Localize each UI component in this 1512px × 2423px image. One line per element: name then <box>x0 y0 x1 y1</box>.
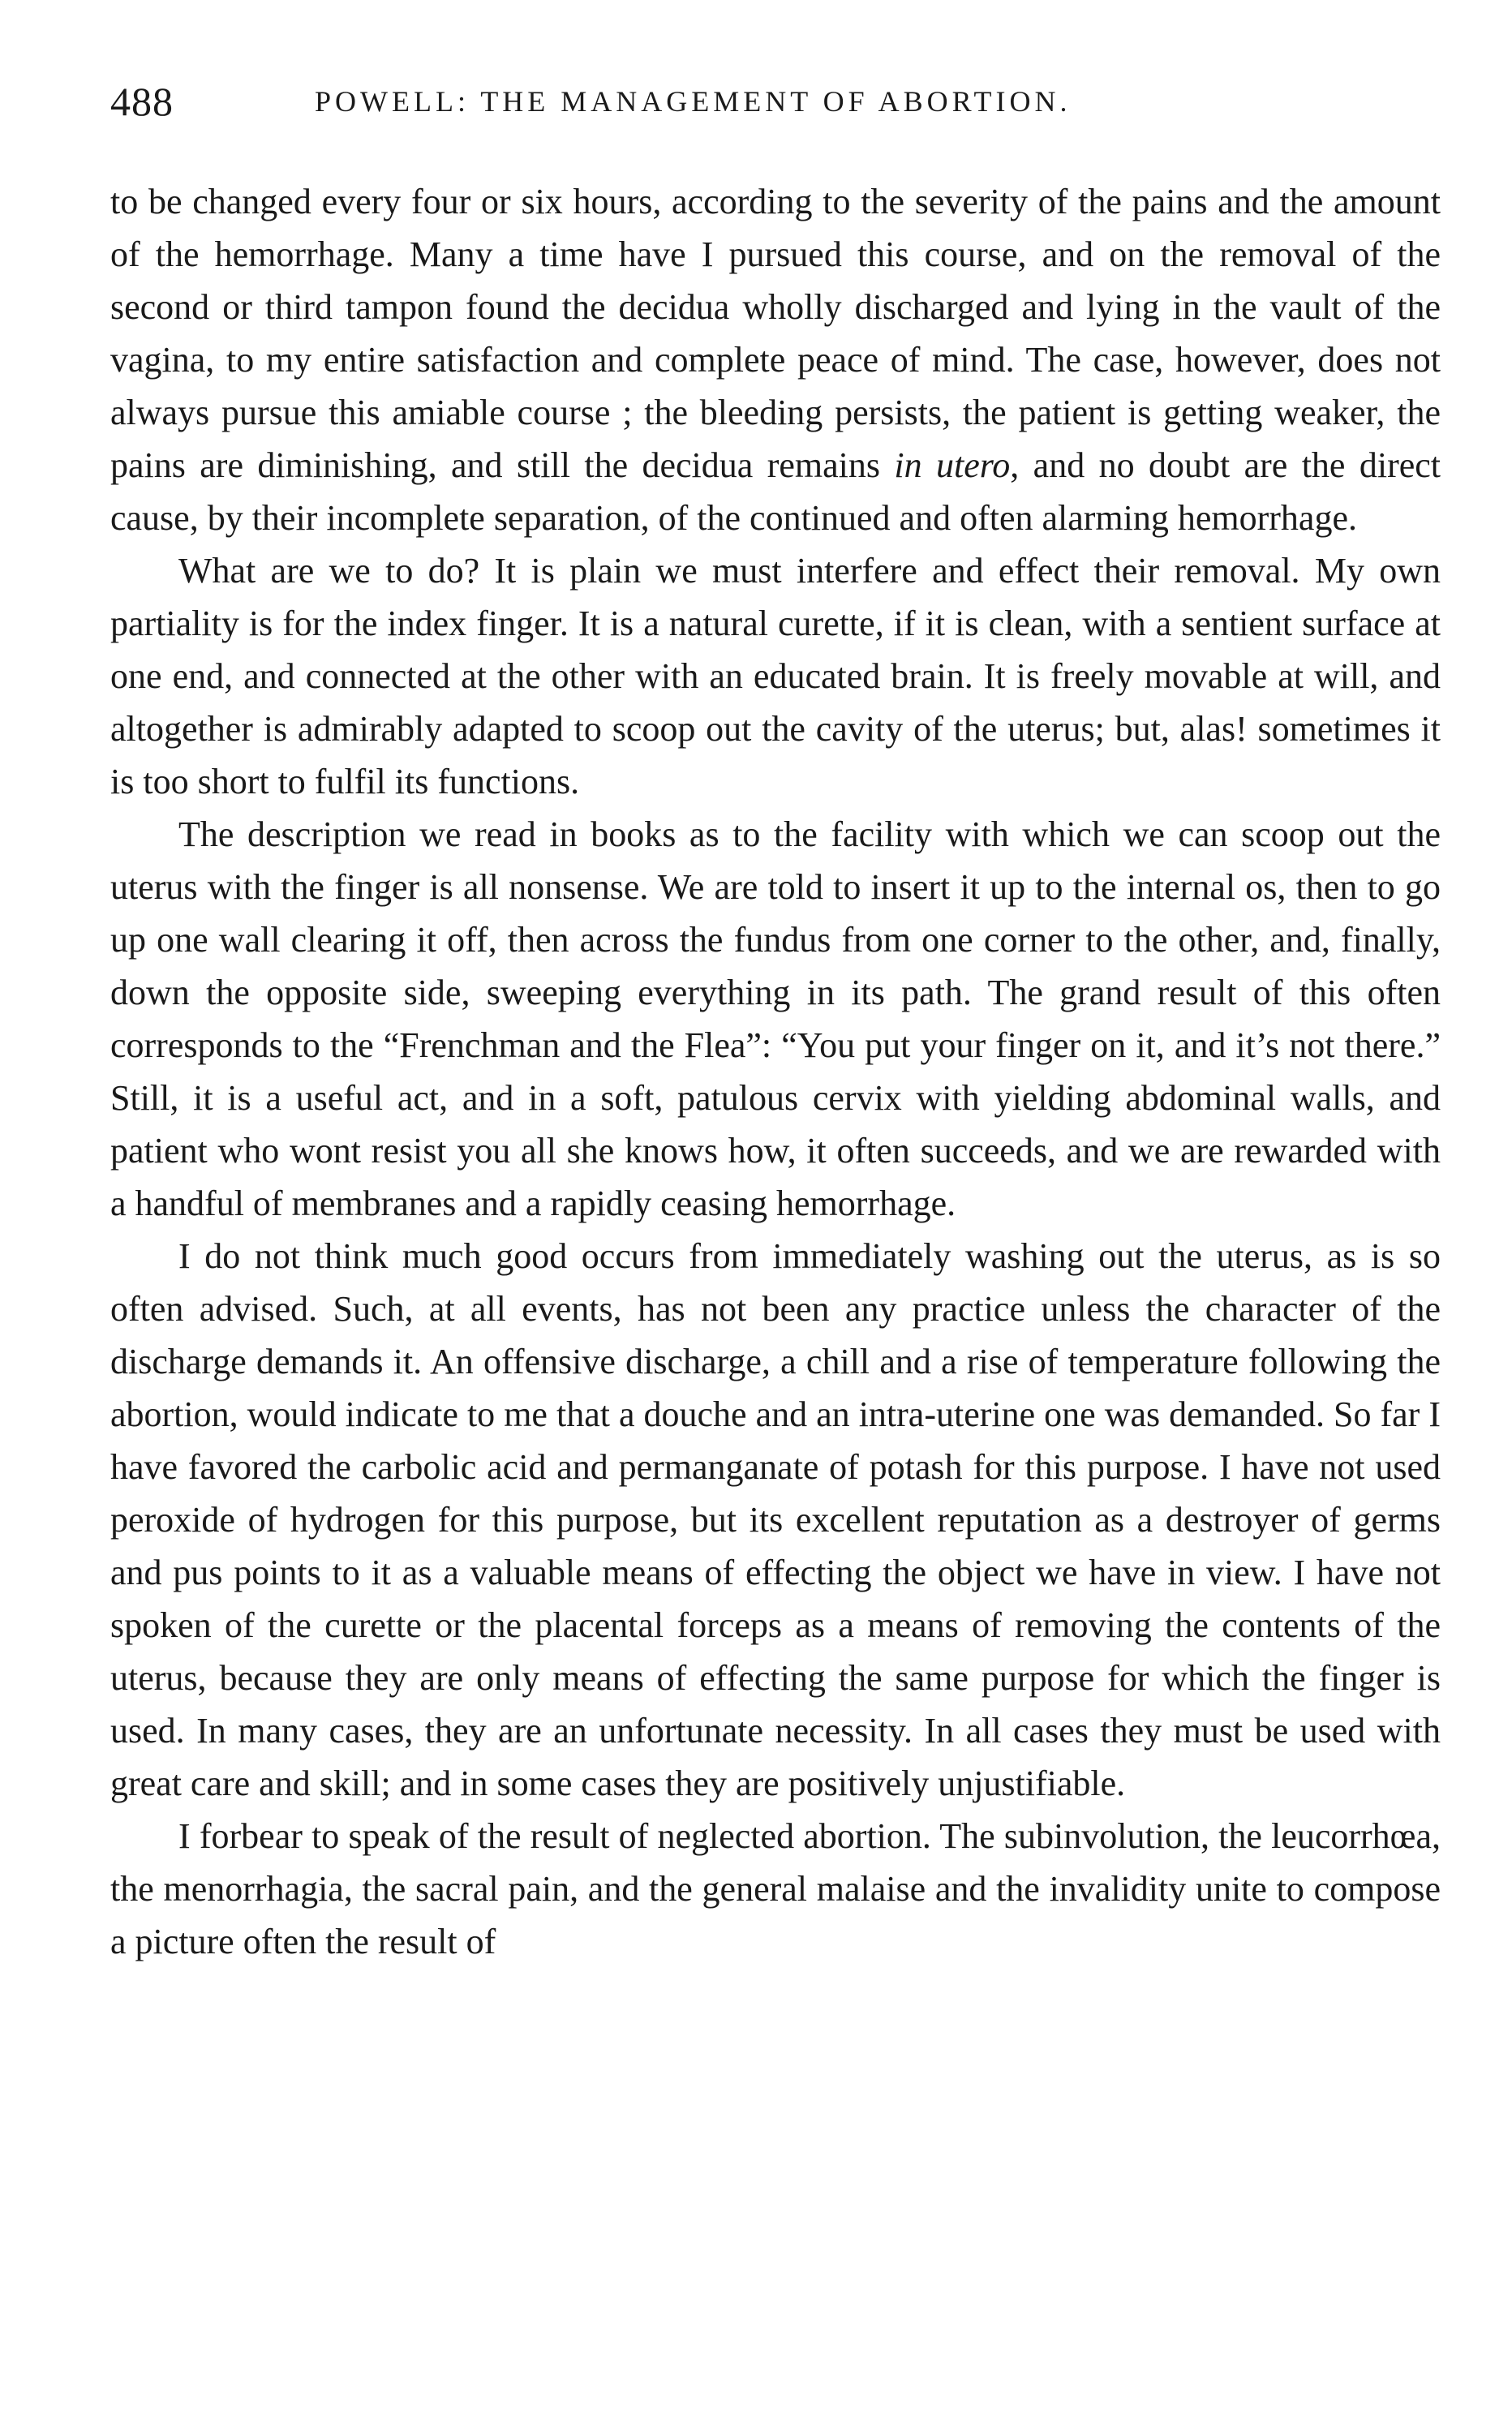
latin-phrase: in utero <box>894 445 1011 485</box>
paragraph-2: What are we to do? It is plain we must interfere and effect their removal. My own partiality is for the index finger. It is a natural curette, if it is clean, with a sentient surface at one end, and connected at the other with an educated brain. It is freely movable at will, and altogether is admirably adapted to scoop out the cavity of the uterus; but, alas! sometimes it is too short to fulfil its functions. <box>110 551 1441 801</box>
paragraph-1-text: to be changed every four or six hours, according to the severity of the pains and the amount of the hemorrhage. Many a time have I pursued this course, and on the removal of the second or third tampon found the decidua wholly discharged and lying in the vault of the vagina, to my entire satisfaction and complete peace of mind. The case, however, does not always pursue this amiable course ; the bleeding persists, the patient is getting weaker, the pains are diminishing, and still the decidua remains <box>110 182 1441 485</box>
running-title: POWELL: THE MANAGEMENT OF ABORTION. <box>315 85 1072 118</box>
paragraph-1 <box>110 175 1441 544</box>
paragraph-1-text-end: , and no doubt are the direct cause, by their incomplete separation, of the continued and often alarming hemorrhage. <box>110 445 1441 538</box>
page-header <box>110 78 1441 135</box>
page-number: 488 <box>110 79 174 124</box>
paragraph-3: The description we read in books as to the facility with which we can scoop out the uterus with the finger is all nonsense. We are told to insert it up to the internal os, then to go up one wall clearing it off, then across the fundus from one corner to the other, and, finally, down the opposite side, sweeping everything in its path. The grand result of this often corresponds to the “Frenchman and the Flea”: “You put your finger on it, and it’s not there.” Still, it is a useful act, and in a soft, patulous cervix with yielding abdominal walls, and patient who wont resist you all she knows how, it often succeeds, and we are rewarded with a handful of membranes and a rapidly ceasing hemorrhage. <box>110 814 1441 1223</box>
body-text <box>110 175 1441 1968</box>
paragraph-4: I do not think much good occurs from immediately washing out the uterus, as is so often advised. Such, at all events, has not been any practice unless the character of the discharge demands it. An offensive discharge, a chill and a rise of temperature following the abortion, would indicate to me that a douche and an intra-uterine one was demanded. So far I have favored the carbolic acid and permanganate of potash for this purpose. I have not used peroxide of hydrogen for this purpose, but its excellent reputation as a destroyer of germs and pus points to it as a valuable means of effecting the object we have in view. I have not spoken of the curette or the placental forceps as a means of removing the contents of the uterus, because they are only means of effecting the same purpose for which the finger is used. In many cases, they are an unfortunate necessity. In all cases they must be used with great care and skill; and in some cases they are positively unjustifiable. <box>110 1236 1441 1803</box>
paragraph-5: I forbear to speak of the result of neglected abortion. The subinvolution, the leucorrhœa, the menorrhagia, the sacral pain, and the general malaise and the invalidity unite to compose a picture often the result of <box>110 1816 1441 1961</box>
